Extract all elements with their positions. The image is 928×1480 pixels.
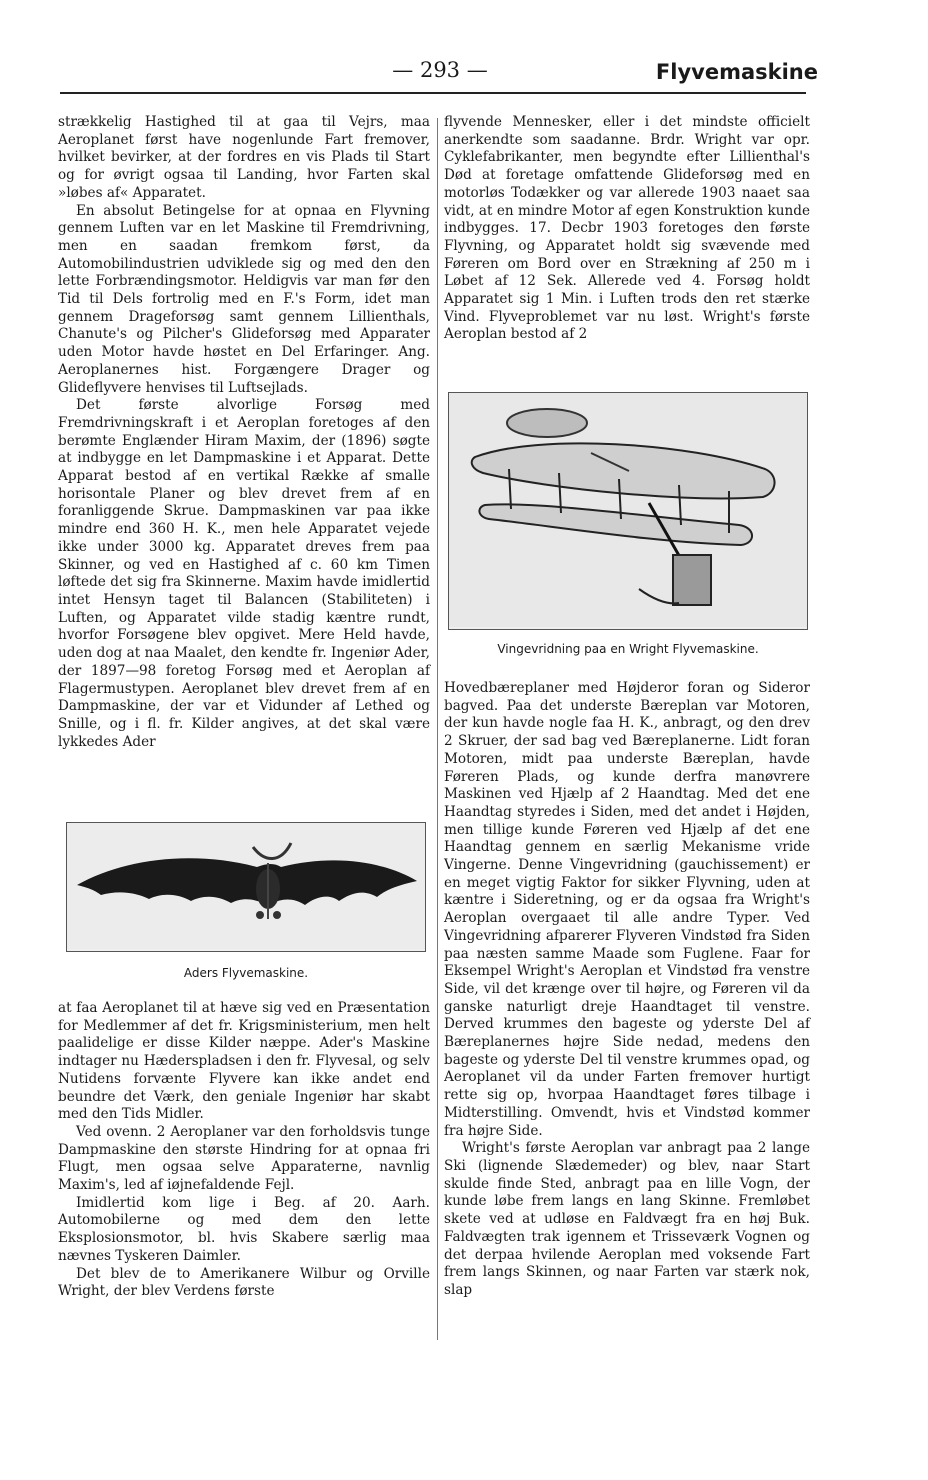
paragraph: En absolut Betingelse for at opnaa en Flyvning gennem Luften var en let Maskine til Fremdrivning, men en saadan fremkom først, da Automobilindustrien udviklede sig og med den den lette Forbrændingsmotor. Heldigvis var man før den Tid til Dels fortrolig med en F.'s Form, idet man gennem Drageforsøg samt gennem Lillienthals, Chanute's og Pilcher's Glideforsøg med Apparater uden Motor havde høstet en Del Erfaringer. Ang. Aeroplanernes hist. Forgængere Drager og Glideflyvere henvises til Luftsejlads. bbox=[58, 202, 430, 396]
paragraph: at faa Aeroplanet til at hæve sig ved en Præsentation for Medlemmer af det fr. Krigsministerium, men helt paalidelige er disse Kilder næppe. Ader's Maskine indtager nu Hæderspladsen i den fr. Flyvesal, og selv Nutidens forvænte Flyvere kan ikke andet end beundre det Værk, den geniale Ingeniør har skabt med den Tids Midler. bbox=[58, 1000, 430, 1123]
right-column-bottom bbox=[444, 680, 810, 1300]
paragraph: Imidlertid kom lige i Beg. af 20. Aarh. Automobilerne og med dem den lette Eksplosionsmotor, bl. hvis Skabere særlig maa nævnes Tyskeren Daimler. bbox=[58, 1194, 430, 1264]
paragraph: Det første alvorlige Forsøg med Fremdrivningskraft i et Aeroplan foretoges af den berømte Englænder Hiram Maxim, der (1896) søgte at indbygge en let Dampmaskine i et Apparat. Dette Apparat bestod af en vertikal Række af smalle horisontale Planer og blev drevet frem af en foranliggende Skrue. Dampmaskinen var paa ikke mindre end 360 H. K., men hele Apparatet vejede ikke under 3000 kg. Apparatet dreves frem paa Skinner, og ved en Hastighed af c. 60 km Timen løftede det sig fra Skinnerne. Maxim havde imidlertid intet Hensyn taget til Balancen (Stabiliteten) i Luften, og Apparatet vilde stadig kæntre rundt, hvorfor Forsøgene blev opgivet. Mere Held havde, uden dog at naa Maalet, den kendte fr. Ingeniør Ader, der 1897—98 foretog Forsøg med et Aeroplan af Flagermustypen. Aeroplanet blev drevet frem af en Dampmaskine, der var et Vidunder af Lethed og Snille, og i fl. fr. Kilder angives, at det skal være lykkedes Ader bbox=[58, 397, 430, 750]
biplane-image bbox=[449, 393, 807, 627]
wright-aircraft-illustration bbox=[448, 392, 808, 630]
paragraph: strækkelig Hastighed til at gaa til Vejrs, maa Aeroplanet først have nogenlunde Fart fremover, hvilket bevirker, at der fordres en vis Plads til Start og for øvrigt ogsaa til Landing, hvor Farten skal »løbes af« Apparatet. bbox=[58, 114, 430, 201]
figure-caption: Vingevridning paa en Wright Flyvemaskine. bbox=[497, 642, 759, 656]
paragraph: Ved ovenn. 2 Aeroplaner var den forholdsvis tunge Dampmaskine den største Hindring for at opnaa fri Flugt, men ogsaa selve Apparaterne, navnlig Maxim's, led af iøjnefaldende Fejl. bbox=[58, 1123, 430, 1194]
left-column-top bbox=[58, 114, 430, 751]
paragraph: Hovedbæreplaner med Højderor foran og Sideror bagved. Paa det underste Bæreplan var Motoren, der kun havde nogle faa H. K., anbragt, og den drev 2 Skruer, der sad bag ved Bæreplanerne. Lidt foran Motoren, midt paa underste Bæreplan, havde Føreren Plads, og kunde derfra manøvrere Maskinen ved Hjælp af 2 Haandtag. Med det ene Haandtag styredes i Siden, med det andet i Højden, men tillige kunde Føreren ved Hjælp af det ene Haandtag gennem en særlig Mekanisme vride Vingerne. Denne Vingevridning (gauchissement) er en meget vigtig Faktor for sikker Flyvning, uden at kæntre i Sideretning, og er da ogsaa fra Wright's Aeroplan overgaaet til alle andre Typer. Ved Vingevridning afparerer Flyveren Vindstød fra Siden paa næsten samme Maade som Fuglene. Faar for Eksempel Wright's Aeroplan et Vindstød fra venstre Side, vil det krænge over til højre, og Føreren vil da ganske naturligt dreje Haandtaget til venstre. Derved krummes den bageste og yderste Del af Bæreplanernes højre Side nedad, medens den bageste og yderste Del til venstre krummes opad, og Aeroplanet vil da under Farten fremover hurtigt rette sig op, hvorpaa Haandtaget føres tilbage i Midterstilling. Omvendt, hvis et Vindstød kommer fra højre Side. bbox=[444, 680, 810, 1139]
column-divider bbox=[437, 118, 438, 1340]
right-column-top bbox=[444, 114, 810, 344]
left-column-bottom bbox=[58, 1000, 430, 1301]
paragraph: flyvende Mennesker, eller i det mindste officielt anerkendte som saadanne. Brdr. Wright var opr. Cyklefabrikanter, men begyndte efter Lillienthal's Død at foretage omfattende Glideforsøg med en motorløs Todækker og var allerede 1903 naaet saa vidt, at en mindre Motor af egen Konstruktion kunde indbygges. 17. Decbr 1903 foretoges den første Flyvning, og Apparatet holdt sig svævende med Føreren om Bord over en Strækning af 250 m i Løbet af 12 Sek. Allerede ved 4. Forsøg holdt Apparatet sig 1 Min. i Luften trods den ret stærke Vind. Flyveproblemet var nu løst. Wright's første Aeroplan bestod af 2 bbox=[444, 114, 810, 343]
running-head: Flyvemaskine bbox=[655, 60, 818, 84]
paragraph: Wright's første Aeroplan var anbragt paa 2 lange Ski (lignende Slædemeder) og blev, naar Start skulde finde Sted, anbragt paa en lille Vogn, der kunde løbe frem langs en lang Skinne. Fremløbet skete ved at udløse en Faldvægt fra en høj Buk. Faldvægten trak igennem et Trisseværk Vognen og det derpaa hvilende Aeroplan med voksende Fart frem langs Skinnen, og naar Farten var stærk nok, slap bbox=[444, 1140, 810, 1298]
figure-caption: Aders Flyvemaskine. bbox=[183, 966, 309, 980]
paragraph: Det blev de to Amerikanere Wilbur og Orville Wright, der blev Verdens første bbox=[58, 1265, 430, 1300]
figure-aders-flyvemaskine bbox=[66, 822, 426, 980]
bat-wing-aircraft-image bbox=[67, 823, 425, 949]
page-number: — 293 — bbox=[392, 58, 488, 82]
header-rule bbox=[60, 92, 806, 94]
figure-wright-flyvemaskine bbox=[448, 392, 808, 656]
aders-aircraft-illustration bbox=[66, 822, 426, 952]
